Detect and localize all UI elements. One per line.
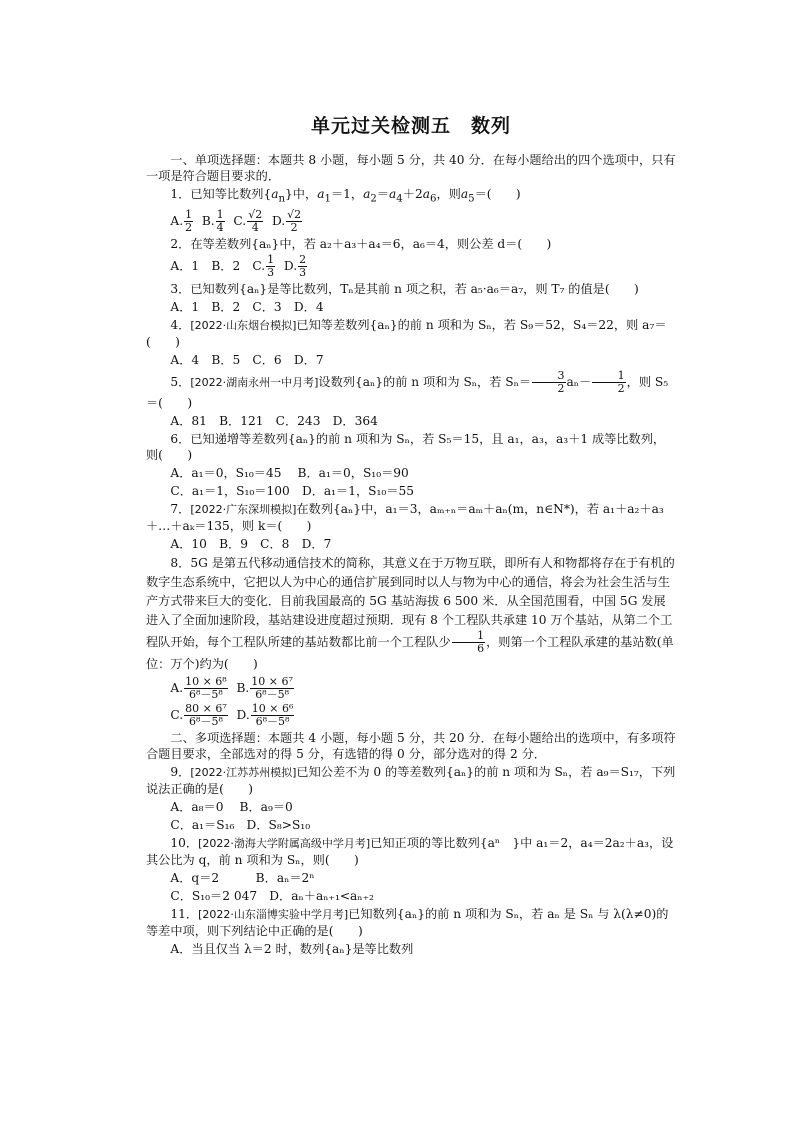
question-11: 11．[2022·山东淄博实验中学月考]已知数列{aₙ}的前 n 项和为 Sₙ，若 aₙ 是 Sₙ 与 λ(λ≠0)的等差中项，则下列结论中正确的是( ): [146, 907, 669, 939]
page-title: 单元过关检测五 数列: [310, 115, 511, 137]
source-tag: [2022·山东淄博实验中学月考]: [198, 908, 349, 922]
source-tag: [2022·湖南永州一中月考]: [190, 376, 319, 390]
question-4-options: A．4 B．5 C．6 D．7: [170, 353, 324, 368]
question-2-options: A．1 B．2 C. $\frac{1}{3}$ D. $\frac{2}{3}$: [170, 253, 307, 280]
question-6-options-1: A．a₁＝0，S₁₀＝45 B．a₁＝0，S₁₀＝90: [170, 466, 409, 481]
question-8-options-1: A. $\frac{\text{10 × 6⁸}}{\text{6⁸－5⁸}}$ B. $\frac{\text{10 × 6⁷}}{\text{6⁸－5⁸}}$: [170, 675, 293, 702]
question-10-options-2: C．S₁₀＝2 047 D．aₙ＋aₙ₊₁<aₙ₊₂: [170, 889, 374, 904]
source-tag: [2022·广东深圳模拟]: [190, 503, 297, 517]
question-5-options: A．81 B．121 C．243 D．364: [170, 414, 378, 429]
question-8-options-2: C. $\frac{\text{80 × 6⁷}}{\text{6⁸－5⁸}}$ D. $\frac{\text{10 × 6⁶}}{\text{6⁸－5⁸}}$: [170, 702, 294, 729]
question-5: 5．[2022·湖南永州一中月考]设数列{aₙ}的前 n 项和为 Sₙ，若 Sₙ＝ $\frac{3}{2}$ aₙ－ $\frac{1}{2}$ ，则 S₅＝( ): [146, 369, 669, 411]
section-1-heading: 一、单项选择题：本题共 8 小题，每小题 5 分，共 40 分．在每小题给出的四个选项中，只有一项是符合题目要求的．: [146, 153, 676, 183]
question-7-options: A．10 B．9 C．8 D．7: [170, 537, 332, 552]
source-tag: [2022·江苏苏州模拟]: [190, 766, 297, 780]
question-3-options: A．1 B．2 C．3 D．4: [170, 300, 324, 315]
question-9-options-2: C．a₁＝S₁₆ D．S₈>S₁₀: [170, 818, 311, 833]
question-4: 4．[2022·山东烟台模拟]已知等差数列{aₙ}的前 n 项和为 Sₙ，若 S₉＝52，S₄＝22，则 a₇＝( ): [146, 318, 667, 350]
question-1-options: A. $\frac{1}{2}$ B. $\frac{1}{4}$ C. $\frac{√2}{4}$ D. $\frac{√2}{2}$: [170, 208, 302, 235]
source-tag: [2022·山东烟台模拟]: [190, 319, 297, 333]
question-10-options-1: A．q＝2 B．aₙ＝2ⁿ: [170, 871, 315, 886]
document-page: [146, 115, 676, 959]
question-10: 10．[2022·渤海大学附属高级中学月考]已知正项的等比数列{aⁿ }中 a₁＝2，a₄＝2a₂＋a₃，设其公比为 q，前 n 项和为 Sₙ，则( ): [146, 836, 674, 868]
question-1: 1．已知等比数列$\{a_n\}$中，$a_1=1$，$a_2=a_4+2a_6$，则$a_5=$( ): [170, 187, 521, 205]
question-3: 3．已知数列{aₙ}是等比数列，Tₙ是其前 n 项之积，若 a₅·a₆＝a₇，则 T₇ 的值是( ): [170, 282, 639, 297]
question-2: 2．在等差数列{aₙ}中，若 a₂＋a₃＋a₄＝6，a₆＝4，则公差 d＝( ): [170, 237, 552, 252]
section-2-heading: 二、多项选择题：本题共 4 小题，每小题 5 分，共 20 分．在每小题给出的选项中，有多项符合题目要求，全部选对的得 5 分，有选错的得 0 分，部分选对的得 2 分．: [146, 731, 676, 762]
question-9: 9．[2022·江苏苏州模拟]已知公差不为 0 的等差数列{aₙ}的前 n 项和为 Sₙ，若 a₉＝S₁₇，下列说法正确的是( ): [146, 765, 676, 797]
source-tag: [2022·渤海大学附属高级中学月考]: [198, 837, 371, 851]
question-7: 7．[2022·广东深圳模拟]在数列{aₙ}中，a₁＝3，aₘ₊ₙ＝aₘ＋aₙ(m，n∈N*)，若 a₁＋a₂＋a₃＋…＋aₖ＝135，则 k＝( ): [146, 502, 664, 534]
question-8: 8．5G 是第五代移动通信技术的简称，其意义在于万物互联，即所有人和物都将存在于有机的数字生态系统中，它把以人为中心的通信扩展到同时以人与物为中心的通信，将会为社会生活与生产方式带来巨大的变化．目前我国最高的 5G 基站海拔 6 500 米．从全国范围看，中国 5G 发展进入了全面加速阶段，基站建设进度超过预期．现有 8 个工程队共承建 10 万个基站，从第二个工程队开始，每个工程队所建的基站数都比前一个工程队少 $\frac{1}{6}$ ，则第一个工程队承建的基站数(单位：万个)约为( ): [146, 556, 675, 672]
question-11-options-1: A．当且仅当 λ＝2 时，数列{aₙ}是等比数列: [170, 942, 414, 957]
question-6: 6．已知递增等差数列{aₙ}的前 n 项和为 Sₙ，若 S₅＝15，且 a₁，a₃，a₃＋1 成等比数列，则( ): [146, 432, 666, 463]
question-6-options-2: C．a₁＝1，S₁₀＝100 D．a₁＝1，S₁₀＝55: [170, 484, 414, 499]
question-9-options-1: A．a₈＝0 B．a₉＝0: [170, 800, 293, 815]
